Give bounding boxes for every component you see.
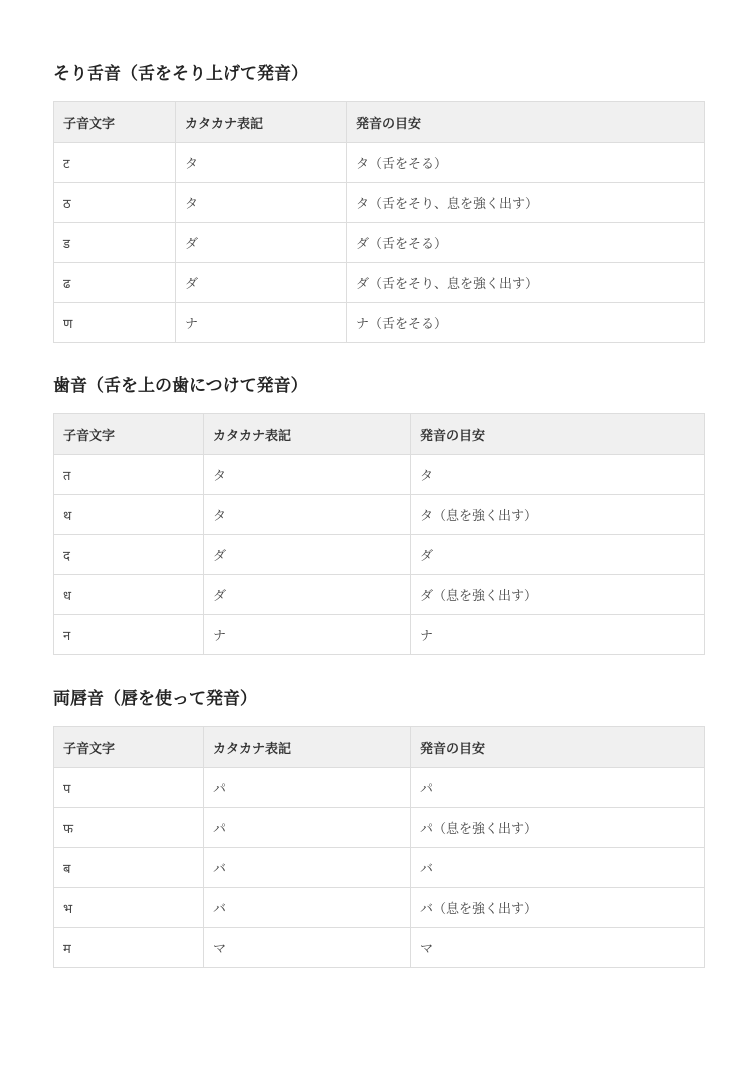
katakana-cell: タ xyxy=(176,143,347,183)
consonant-table xyxy=(53,413,705,655)
table-row xyxy=(54,808,705,848)
table-row xyxy=(54,495,705,535)
consonant-cell: थ xyxy=(54,495,204,535)
column-header: 発音の目安 xyxy=(411,414,705,455)
katakana-cell: マ xyxy=(204,928,411,968)
pronunciation-cell: ダ（息を強く出す） xyxy=(411,575,705,615)
consonant-cell: भ xyxy=(54,888,204,928)
column-header: 子音文字 xyxy=(54,414,204,455)
column-header: 発音の目安 xyxy=(411,727,705,768)
column-header: カタカナ表記 xyxy=(176,102,347,143)
consonant-cell: प xyxy=(54,768,204,808)
consonant-cell: त xyxy=(54,455,204,495)
katakana-cell: ダ xyxy=(176,263,347,303)
katakana-cell: パ xyxy=(204,768,411,808)
table-row xyxy=(54,143,705,183)
table-row xyxy=(54,575,705,615)
consonant-cell: ढ xyxy=(54,263,176,303)
section-retroflex xyxy=(53,59,704,343)
katakana-cell: ナ xyxy=(176,303,347,343)
consonant-cell: द xyxy=(54,535,204,575)
table-row xyxy=(54,263,705,303)
consonant-cell: ड xyxy=(54,223,176,263)
katakana-cell: ナ xyxy=(204,615,411,655)
pronunciation-cell: ナ（舌をそる） xyxy=(347,303,705,343)
column-header: 子音文字 xyxy=(54,727,204,768)
katakana-cell: タ xyxy=(204,455,411,495)
table-row xyxy=(54,888,705,928)
katakana-cell: ダ xyxy=(204,575,411,615)
table-row xyxy=(54,455,705,495)
pronunciation-cell: ダ（舌をそり、息を強く出す） xyxy=(347,263,705,303)
katakana-cell: バ xyxy=(204,888,411,928)
table-header-row xyxy=(54,102,705,143)
pronunciation-cell: ナ xyxy=(411,615,705,655)
consonant-cell: ब xyxy=(54,848,204,888)
consonant-cell: ध xyxy=(54,575,204,615)
consonant-cell: ट xyxy=(54,143,176,183)
table-header-row xyxy=(54,727,705,768)
section-dental xyxy=(53,371,704,655)
katakana-cell: ダ xyxy=(204,535,411,575)
column-header: 発音の目安 xyxy=(347,102,705,143)
table-row xyxy=(54,223,705,263)
pronunciation-cell: タ（息を強く出す） xyxy=(411,495,705,535)
table-header-row xyxy=(54,414,705,455)
consonant-table xyxy=(53,101,705,343)
section-bilabial xyxy=(53,684,704,968)
table-row xyxy=(54,848,705,888)
pronunciation-cell: バ xyxy=(411,848,705,888)
consonant-table xyxy=(53,726,705,968)
section-title: そり舌音（舌をそり上げて発音） xyxy=(53,64,308,84)
table-row xyxy=(54,768,705,808)
katakana-cell: ダ xyxy=(176,223,347,263)
katakana-cell: タ xyxy=(176,183,347,223)
table-row xyxy=(54,615,705,655)
pronunciation-cell: タ（舌をそる） xyxy=(347,143,705,183)
consonant-cell: ण xyxy=(54,303,176,343)
column-header: 子音文字 xyxy=(54,102,176,143)
section-title: 歯音（舌を上の歯につけて発音） xyxy=(53,376,308,396)
consonant-cell: ठ xyxy=(54,183,176,223)
pronunciation-cell: バ（息を強く出す） xyxy=(411,888,705,928)
column-header: カタカナ表記 xyxy=(204,727,411,768)
pronunciation-cell: ダ（舌をそる） xyxy=(347,223,705,263)
pronunciation-cell: パ xyxy=(411,768,705,808)
section-title: 両唇音（唇を使って発音） xyxy=(53,689,257,709)
consonant-cell: म xyxy=(54,928,204,968)
table-row xyxy=(54,535,705,575)
pronunciation-cell: パ（息を強く出す） xyxy=(411,808,705,848)
table-row xyxy=(54,303,705,343)
consonant-cell: न xyxy=(54,615,204,655)
pronunciation-cell: ダ xyxy=(411,535,705,575)
column-header: カタカナ表記 xyxy=(204,414,411,455)
pronunciation-cell: タ xyxy=(411,455,705,495)
consonant-cell: फ xyxy=(54,808,204,848)
katakana-cell: タ xyxy=(204,495,411,535)
katakana-cell: バ xyxy=(204,848,411,888)
pronunciation-cell: マ xyxy=(411,928,705,968)
table-row xyxy=(54,183,705,223)
katakana-cell: パ xyxy=(204,808,411,848)
pronunciation-cell: タ（舌をそり、息を強く出す） xyxy=(347,183,705,223)
table-row xyxy=(54,928,705,968)
